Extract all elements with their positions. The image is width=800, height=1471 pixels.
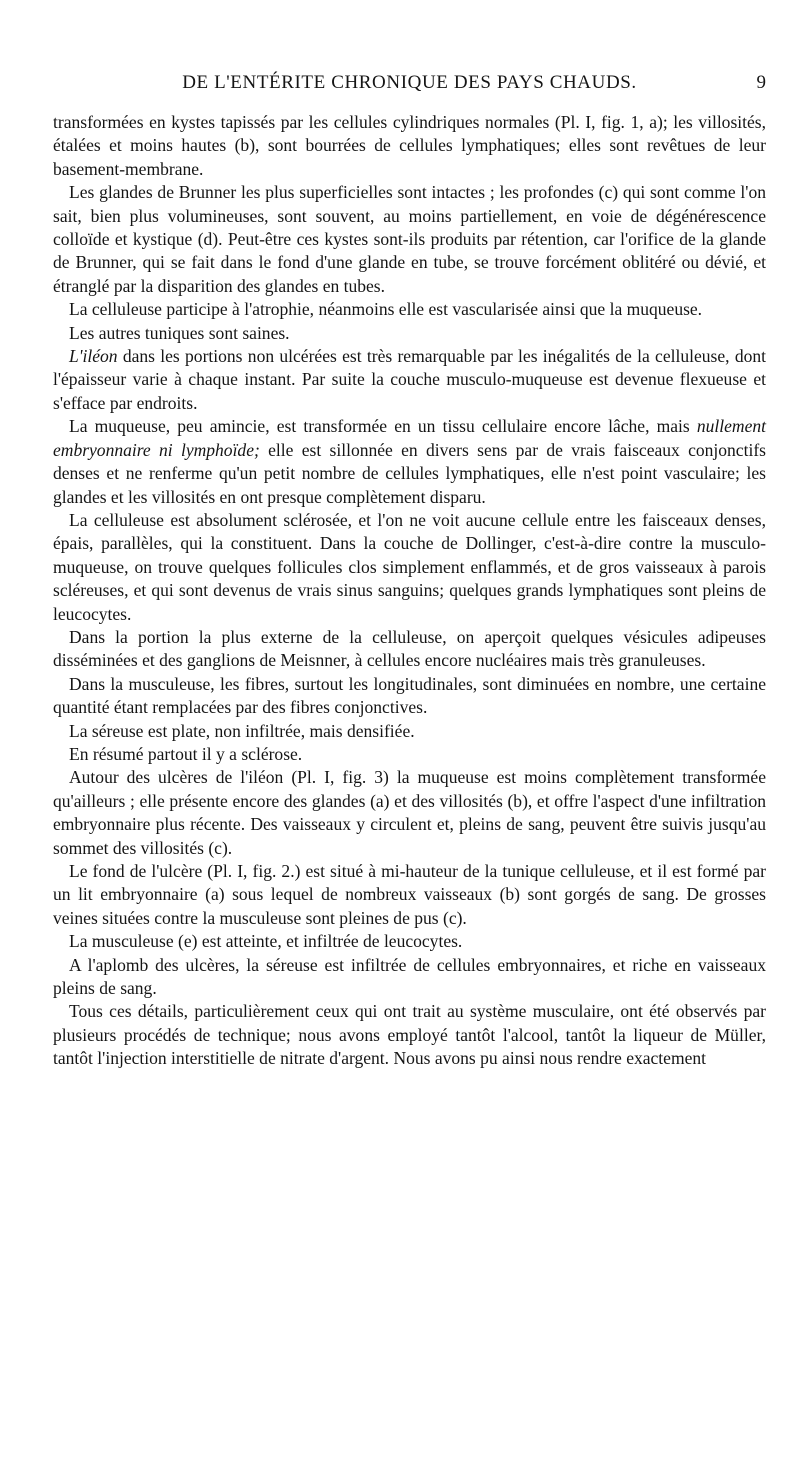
italic-phrase: nullement embryonnaire ni lymphoïde; [53,416,766,460]
italic-term: L'iléon [69,346,118,367]
paragraph: Les glandes de Brunner les plus superficielles sont intactes ; les profondes (c) qui sont comme l'on sait, bien plus volumineuses, sont souvent, au moins partiellement, en voie de dégénérescence colloïde et kystique (d). Peut-être ces kystes sont-ils produits par rétention, car l'orifice de la glande de Brunner, qui se fait dans le fond d'une glande en tube, se trouve forcément oblitéré ou dévié, et étranglé par la disparition des glandes en tubes. [53,182,766,296]
paragraph: La celluleuse est absolument sclérosée, et l'on ne voit aucune cellule entre les faisceaux denses, épais, parallèles, qui la constituent. Dans la couche de Dollinger, c'est-à-dire contre la musculo-muqueuse, on trouve quelques follicules clos simplement enflammés, et de gros vaisseaux à parois scléreuses, et qui sont devenus de vrais sinus sanguins; quelques grands lymphatiques sont pleins de leucocytes. [53,509,766,624]
running-title: DE L'ENTÉRITE CHRONIQUE DES PAYS CHAUDS. [182,72,637,93]
paragraph: La séreuse est plate, non infiltrée, mais densifiée. [69,720,415,741]
paragraph: Dans la portion la plus externe de la celluleuse, on aperçoit quelques vésicules adipeuses disséminées et des ganglions de Meisnner, à cellules encore nucléaires mais très granuleuses. [53,626,766,671]
paragraph: L'iléon dans les portions non ulcérées est très remarquable par les inégalités de la celluleuse, dont l'épaisseur varie à chaque instant. Par suite la couche musculo-muqueuse est devenue flexueuse et s'efface par endroits. [53,346,766,413]
page-body [53,111,766,1071]
paragraph: La musculeuse (e) est atteinte, et infiltrée de leucocytes. [69,931,463,952]
paragraph: A l'aplomb des ulcères, la séreuse est infiltrée de cellules embryonnaires, et riche en vaisseaux pleins de sang. [53,954,766,999]
paragraph: transformées en kystes tapissés par les cellules cylindriques normales (Pl. I, fig. 1, a); les villosités, étalées et moins hautes (b), sont bourrées de cellules lymphatiques; elles sont revêtues de leur basement-membrane. [53,112,766,179]
paragraph: La muqueuse, peu amincie, est transformée en un tissu cellulaire encore lâche, mais nullement embryonnaire ni lymphoïde; elle est sillonnée en divers sens par de vrais faisceaux conjonctifs denses et ne renferme qu'un petit nombre de cellules lymphatiques, elle n'est point vasculaire; les glandes et les villosités en ont presque complètement disparu. [53,416,766,507]
paragraph: Dans la musculeuse, les fibres, surtout les longitudinales, sont diminuées en nombre, une certaine quantité étant remplacées par des fibres conjonctives. [53,673,766,718]
page-number: 9 [756,72,766,93]
paragraph: Le fond de l'ulcère (Pl. I, fig. 2.) est situé à mi-hauteur de la tunique celluleuse, et il est formé par un lit embryonnaire (a) sous lequel de nombreux vaisseaux (b) sont gorgés de sang. De grosses veines situées contre la musculeuse sont pleines de pus (c). [53,861,766,928]
paragraph: Autour des ulcères de l'iléon (Pl. I, fig. 3) la muqueuse est moins complètement transformée qu'ailleurs ; elle présente encore des glandes (a) et des villosités (b), et offre l'aspect d'une infiltration embryonnaire plus récente. Des vaisseaux y circulent et, pleins de sang, peuvent être suivis jusqu'au sommet des villosités (c). [53,767,766,858]
paragraph: La celluleuse participe à l'atrophie, néanmoins elle est vascularisée ainsi que la muqueuse. [69,299,703,320]
paragraph: Tous ces détails, particulièrement ceux qui ont trait au système musculaire, ont été observés par plusieurs procédés de technique; nous avons employé tantôt l'alcool, tantôt la liqueur de Müller, tantôt l'injection interstitielle de nitrate d'argent. Nous avons pu ainsi nous rendre exactement [53,1001,766,1069]
page-header [53,72,766,102]
paragraph: Les autres tuniques sont saines. [69,322,290,343]
paragraph: En résumé partout il y a sclérose. [69,743,303,764]
